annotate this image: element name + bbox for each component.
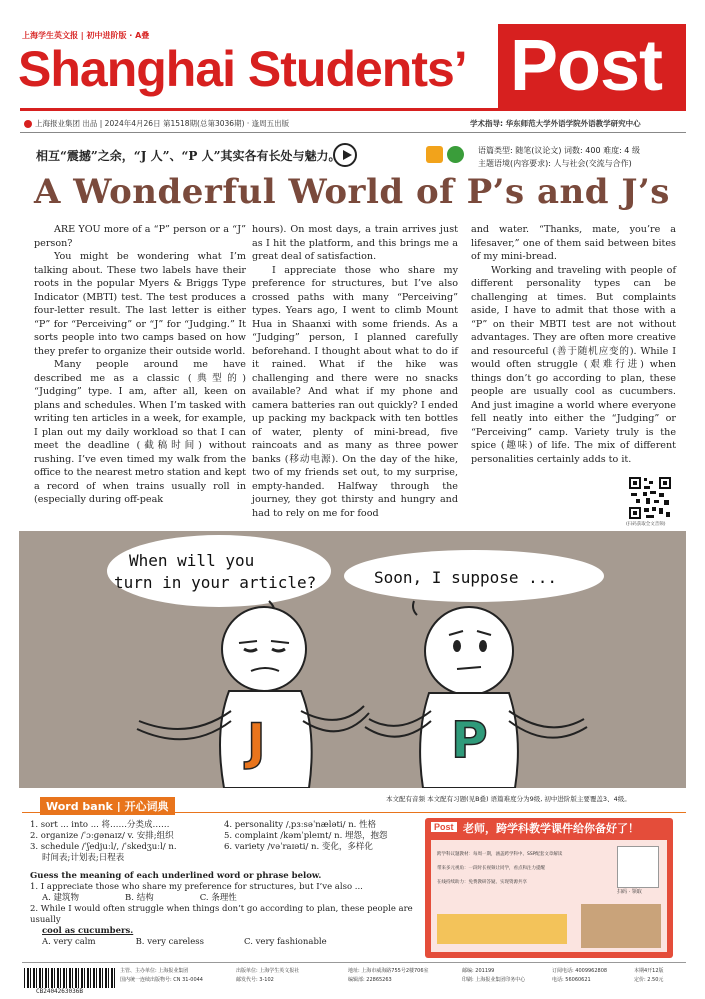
word-bank-title: Word bank | 开心词典 [40,797,175,815]
exercise [30,871,425,948]
footer-text: 电话: 56060621 [552,977,591,983]
masthead: Shanghai Students’ [18,41,467,97]
bubble-left-line1: When will you [129,551,255,570]
publisher-line [24,118,289,129]
footer-text: 本期4开12版 [634,968,664,974]
cartoon-drawing [19,531,686,788]
bubble-left-line2: turn in your article? [114,573,317,592]
ad-bullets [437,848,577,890]
word-item: 3. schedule /ˈʃedjuːl/, /ˈskedʒuːl/ n. [30,842,177,852]
headphones-icon [447,146,464,163]
article-type-icons [426,146,468,165]
paragraph: I appreciate those who share my preference for structures, but I’ve also crossed paths with many “Perceiving” types. Years ago, I went to climb Mount Hua in Shaanxi with some friends. As a “Judging” person, I planned carefully beforehand. I thought about what to do if it rained. What if the hike was challenging and there were no snacks available? And what if my phone and camera batteries ran out quickly? I ended up packing my backpack with ten bottles of water, plenty of mini-bread, five raincoats and as many as three power banks (移动电源). On the day of the hike, two of my friends set out, to my surprise, empty-handed. Halfway through the journey, they got thirsty and hungry and had to rely on me for food [252,264,458,519]
footer-text: 印刷: 上海报业集团印务中心 [462,977,526,983]
pencil-icon [426,146,443,163]
footer-text: 出版单位: 上海学生英文报社 [236,968,300,974]
article-meta-type: 语篇类型: 随笔(议论文) 词数: 400 难度: 4 级 [478,146,640,155]
ad-bullet: 在线持续助力：免费教研答疑、实现资源共享 [437,880,527,885]
word-bank-right [224,820,424,853]
edition-line: 上海学生英文报 | 初中进阶版 · A叠 [22,31,150,40]
footer-col-6 [634,967,664,985]
publisher-logo-icon [24,120,32,128]
option[interactable]: B. 结构 [125,893,154,903]
subheader-divider [20,132,686,133]
academic-guidance: 学术指导: 华东师范大学外语学院外语教学研究中心 [470,119,641,128]
article-meta-theme: 主题语境(内容要求): 人与社会(交流与合作) [478,159,632,168]
footer-text: 国内统一连续出版物号: CN 31-0044 [120,977,203,983]
option[interactable]: C. very fashionable [244,937,327,947]
question-1: 1. I appreciate those who share my preference for structures, but I’ve also ... [30,882,363,892]
letter-j: J [247,713,266,771]
exercise-instructions: Guess the meaning of each underlined word or phrase below. [30,871,322,881]
ad-qr-code[interactable] [617,846,659,888]
article-credits: 本文配有音频 本文配有习题(见B叠) 语篇难度分为9级, 初中进阶版主要覆盖3、4级。 [386,795,631,803]
option[interactable]: C. 条理性 [199,893,237,903]
barcode [24,968,116,988]
footer-col-5 [552,967,607,985]
question-2: 2. While I would often struggle when things don’t go according to plan, these people are usually [30,904,413,925]
ad-bullet: 跨学科议题教材：每周一期，涵盖跨学科中、SSP配套文章解读 [437,852,563,857]
post-logo: Post [510,26,663,106]
ad-banner [437,914,567,944]
footer-col-4 [462,967,525,985]
barcode-number: CB2404263036B [36,988,83,995]
option[interactable]: A. very calm [42,937,96,947]
ad-photo [581,904,661,948]
word-bank-title-cn: 开心词典 [124,800,169,813]
question-2-phrase: cool as cucumbers. [42,926,134,936]
footer-col-1 [120,967,203,985]
ad-panel [431,840,667,952]
qr-caption: (扫码获取全文音频) [626,522,666,527]
footer-text: 地址: 上海市威海路755号2楼706室 [348,968,429,974]
footer-divider [22,962,686,963]
word-item: 4. personality /ˌpɜːsəˈnæləti/ n. 性格 [224,820,377,830]
ad-headline: 老师，跨学科教学课件给你备好了！ [463,822,639,835]
question-2-options [30,937,425,948]
footer-text: 编辑部: 22865263 [348,977,392,983]
footer-col-3 [348,967,429,985]
question-1-options [30,893,425,904]
paragraph: hours). On most days, a train arrives just as I hit the platform, and this brings me a great deal of satisfaction. [252,224,458,262]
article-column-3 [471,223,676,466]
article-subtitle: 相互“震撼”之余，“J 人”、“P 人”其实各有长处与魅力。 [36,149,341,163]
paragraph: Working and traveling with people of different personality types can be challenging at times. But complaints aside, I have to admit that those with a “P” on their MBTI test are not without advantages. They are often more creative and resourceful (善于随机应变的). While I would often struggle (艰难行进) when things don’t go according to plan, these people are usually cool as cucumbers. And just imagine a world where everyone fell neatly into either the “Judging” or “Perceiving” camp. Variety truly is the spice (趣味) of life. The mix of different personalities certainly adds to it. [471,264,676,465]
word-item: 1. sort ... into ... 将……分类成…… [30,820,170,830]
ad-brand-logo: Post [431,822,457,832]
publisher-text: 上海报业集团 出品 | 2024年4月26日 第1518期(总第3036期) · 逢周五出版 [35,119,290,128]
speech-bubble-left [107,535,331,607]
option[interactable]: A. 建筑物 [42,893,80,903]
option[interactable]: B. very careless [135,937,205,947]
article-title: A Wonderful World of P’s and J’s [34,172,670,212]
footer-text: 定价: 2.50元 [634,977,664,983]
article-column-2 [252,223,458,520]
word-item: 2. organize /ˈɔːɡənaɪz/ v. 安排;组织 [30,831,174,841]
word-item: 5. complaint /kəmˈpleɪnt/ n. 埋怨，抱怨 [224,831,388,841]
qr-code[interactable] [628,476,672,520]
footer-text: 邮编: 201199 [462,968,495,974]
bubble-right-text: Soon, I suppose ... [374,568,558,587]
ad-badge: 扫码 · 领取 [617,889,642,895]
footer-col-2 [236,967,299,985]
courseware-ad[interactable] [425,818,673,958]
letter-p: P [451,711,488,769]
cartoon-illustration [19,531,686,788]
header-divider [20,108,686,111]
paragraph: Many people around me have described me as a classic (典型的) “Judging” type. I am, after all, keen on plans and schedules. When I’m tasked with writing ten articles in a week, for example, I plan out my daily workload so that I can meet the deadline (截稿时间) without rushing. I’ve even timed my walk from the office to the nearest metro station and kept a record of when trains usually roll in (especially during off-peak [34,359,246,505]
word-bank-title-en: Word bank [46,800,113,813]
paragraph: ARE YOU more of a “P” person or a “J” person? [34,224,246,249]
footer-text: 主管、主办单位: 上海报业集团 [120,968,189,974]
audio-play-button[interactable] [333,143,357,167]
word-item: 时间表;计划表;日程表 [42,853,125,863]
footer-text: 订阅电话: 4009962808 [552,968,608,974]
paragraph: and water. “Thanks, mate, you’re a lifesaver,” one of them said between bites of my mini-bread. [471,224,676,262]
paragraph: You might be wondering what I’m talking about. These two labels have their roots in the popular Myers & Briggs Type Indicator (MBTI) test. The test produces a four-letter result. The last letter is either “P” for “Perceiving” or “J” for “Judging.” It sorts people into two camps based on how they prefer to organize their outside world. [34,251,246,357]
ad-bullet: 带来多元视角：一段时长视频让同学，看点和注力提醒 [437,866,545,871]
word-item: 6. variety /vəˈraɪəti/ n. 变化，多样化 [224,842,373,852]
footer-text: 邮发代号: 3-102 [236,977,274,983]
word-bank-left [30,820,220,864]
article-column-1 [34,223,246,507]
